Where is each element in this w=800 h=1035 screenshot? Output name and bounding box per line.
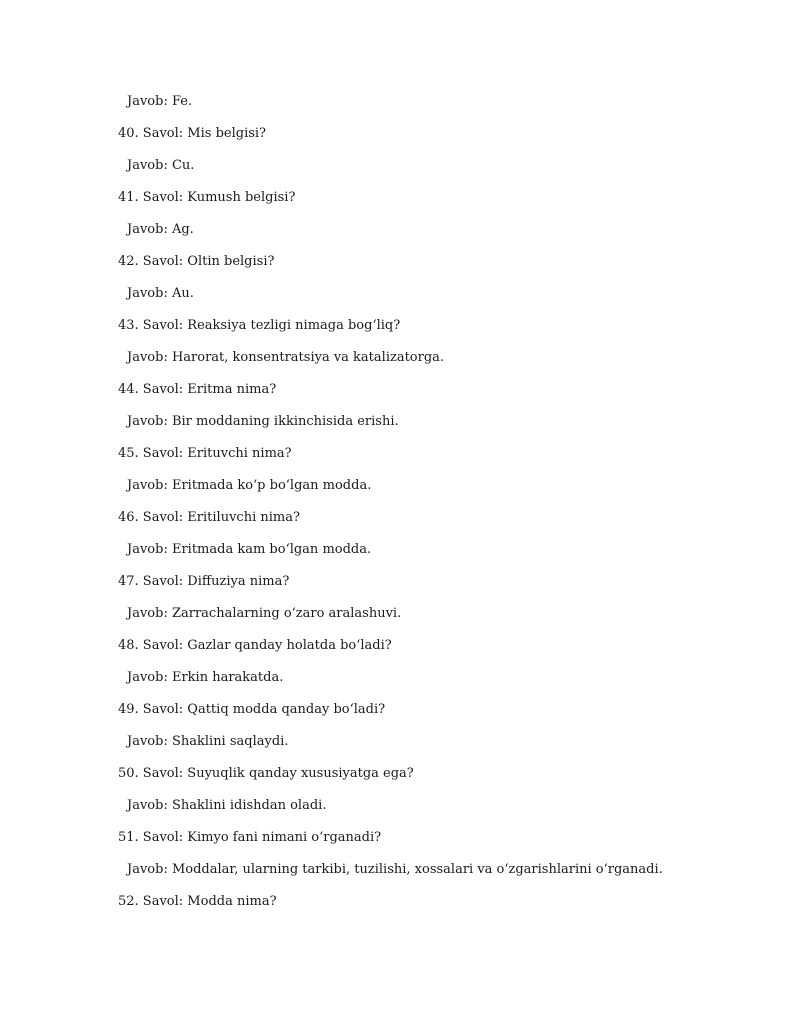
answer-line: Javob: Fe.	[127, 94, 193, 109]
question-line: 48. Savol: Gazlar qanday holatda bo‘ladi?	[118, 638, 392, 653]
answer-line: Javob: Cu.	[127, 158, 195, 173]
question-line: 50. Savol: Suyuqlik qanday xususiyatga ega?	[118, 766, 414, 781]
question-line: 51. Savol: Kimyo fani nimani o‘rganadi?	[118, 830, 382, 845]
question-line: 40. Savol: Mis belgisi?	[118, 126, 267, 141]
question-line: 47. Savol: Diffuziya nima?	[118, 574, 290, 589]
question-line: 49. Savol: Qattiq modda qanday bo‘ladi?	[118, 702, 386, 717]
question-line: 44. Savol: Eritma nima?	[118, 382, 277, 397]
question-line: 43. Savol: Reaksiya tezligi nimaga bog‘liq?	[118, 318, 401, 333]
answer-line: Javob: Eritmada ko‘p bo‘lgan modda.	[127, 478, 372, 493]
answer-line: Javob: Au.	[127, 286, 194, 301]
question-line: 41. Savol: Kumush belgisi?	[118, 190, 296, 205]
answer-line: Javob: Erkin harakatda.	[127, 670, 284, 685]
question-line: 42. Savol: Oltin belgisi?	[118, 254, 275, 269]
question-line: 45. Savol: Erituvchi nima?	[118, 446, 292, 461]
answer-line: Javob: Shaklini idishdan oladi.	[127, 798, 327, 813]
question-line: 46. Savol: Eritiluvchi nima?	[118, 510, 300, 525]
answer-line: Javob: Eritmada kam bo‘lgan modda.	[127, 542, 372, 557]
answer-line: Javob: Zarrachalarning o‘zaro aralashuvi.	[127, 606, 402, 621]
question-line: 52. Savol: Modda nima?	[118, 894, 277, 909]
answer-line: Javob: Moddalar, ularning tarkibi, tuzilishi, xossalari va o‘zgarishlarini o‘rganadi.	[127, 862, 663, 877]
answer-line: Javob: Bir moddaning ikkinchisida erishi.	[127, 414, 399, 429]
answer-line: Javob: Shaklini saqlaydi.	[127, 734, 289, 749]
qa-list	[0, 91, 800, 923]
answer-line: Javob: Harorat, konsentratsiya va katalizatorga.	[127, 350, 445, 365]
answer-line: Javob: Ag.	[127, 222, 194, 237]
